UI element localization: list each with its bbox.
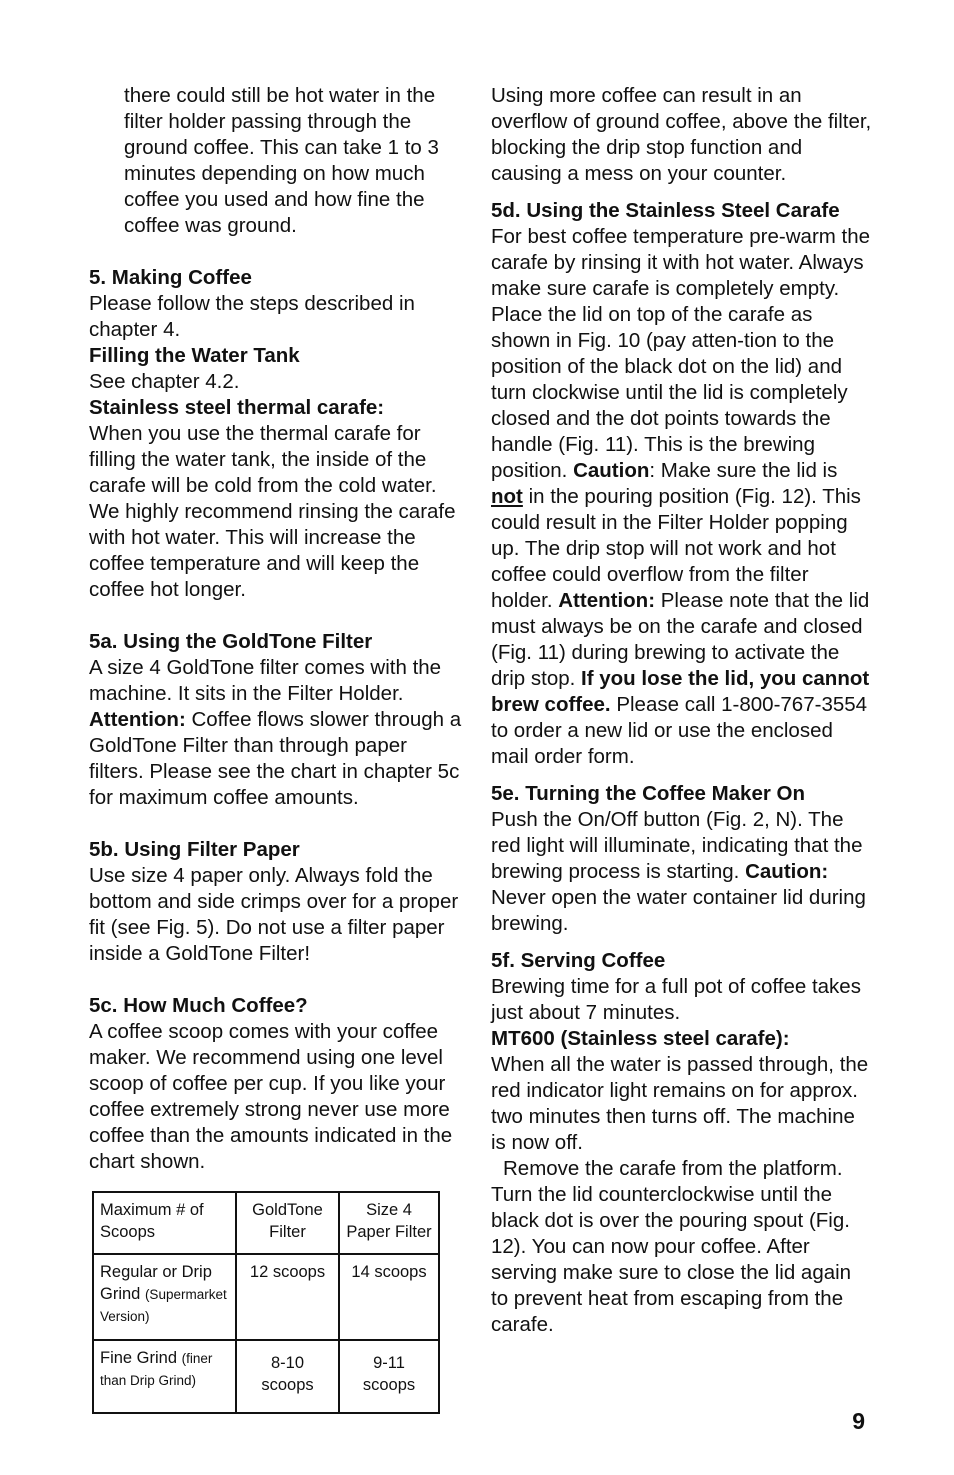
section-5a-heading: 5a. Using the GoldTone Filter <box>89 630 373 653</box>
left-column <box>89 83 467 1175</box>
section-5f-text-b: When all the water is passed through, the red indicator light remains on for approx. two minutes then turns off. The machine is now off. <box>491 1053 869 1154</box>
attention-label: Attention: <box>558 589 656 612</box>
right-intro-paragraph: Using more coffee can result in an overflow of ground coffee, above the filter, blocking the drip stop function and causing a mess on your counter. <box>491 84 872 185</box>
section-5e-text-b: Never open the water container lid during brewing. <box>491 886 866 935</box>
table-header-row <box>93 1192 439 1254</box>
header-max-scoops: Maximum # of Scoops <box>93 1192 236 1254</box>
section-5a-text-a: A size 4 GoldTone filter comes with the machine. It sits in the Filter Holder. <box>89 656 442 705</box>
filling-heading: Filling the Water Tank <box>89 344 300 367</box>
section-5c-heading: 5c. How Much Coffee? <box>89 994 308 1017</box>
row-regular-label-text: Regular or Drip Grind <box>100 1263 212 1303</box>
section-5f-text-a: Brewing time for a full pot of coffee takes just about 7 minutes. <box>491 975 861 1024</box>
section-5d-text-e: Please call 1-800-767-3554 to order a new lid or use the enclosed mail order form. <box>491 693 868 768</box>
table-row <box>93 1340 439 1413</box>
header-paper: Size 4 Paper Filter <box>339 1192 439 1254</box>
right-column <box>491 83 873 1338</box>
row-fine-paper: 9-11 scoops <box>339 1340 439 1413</box>
section-5b-heading: 5b. Using Filter Paper <box>89 838 300 861</box>
section-5d-text-c: in the pouring position (Fig. 12). This could result in the Filter Holder popping up. The drip stop will not work and hot coffee could overflow from the filter holder. <box>491 485 861 612</box>
table-row <box>93 1254 439 1340</box>
filling-text: See chapter 4.2. <box>89 370 240 393</box>
section-5f-heading: 5f. Serving Coffee <box>491 949 666 972</box>
section-5d-text-d: Please note that the lid must always be on the carafe and closed (Fig. 11) during brewing to activate the drip stop. <box>491 589 870 690</box>
thermal-heading: Stainless steel thermal carafe: <box>89 396 385 419</box>
section-5c-text: A coffee scoop comes with your coffee maker. We recommend using one level scoop of coffee per cup. If you like your coffee extremely strong never use more coffee than the amounts indicated in the chart shown. <box>89 1020 453 1173</box>
mt600-heading: MT600 (Stainless steel carafe): <box>491 1027 790 1050</box>
not-emphasis: not <box>491 485 523 508</box>
section-5d-text-b: : Make sure the lid is <box>649 459 838 482</box>
section-5e-text-a: Push the On/Off button (Fig. 2, N). The red light will illuminate, indicating that the brewing process is starting. <box>491 808 863 883</box>
page-number: 9 <box>852 1408 865 1434</box>
section-5a-text <box>89 655 467 811</box>
row-fine-goldtone: 8-10 scoops <box>236 1340 339 1413</box>
section-5d-text <box>491 224 873 770</box>
row-regular-label <box>93 1254 236 1340</box>
section-5e-heading: 5e. Turning the Coffee Maker On <box>491 782 805 805</box>
section-5f-text-c: Remove the carafe from the platform. Turn the lid counterclockwise until the black dot is over the pouring spout (Fig. 12). You can now pour coffee. After serving make sure to close the lid again to prevent heat from escaping from the carafe. <box>491 1157 852 1336</box>
section-5-heading: 5. Making Coffee <box>89 266 252 289</box>
section-5e-text <box>491 807 873 937</box>
row-fine-label-text: Fine Grind <box>100 1349 182 1367</box>
caution-label: Caution: <box>745 860 829 883</box>
header-goldtone: GoldTone Filter <box>236 1192 339 1254</box>
section-5d-heading: 5d. Using the Stainless Steel Carafe <box>491 199 840 222</box>
section-5b-text: Use size 4 paper only. Always fold the bottom and side crimps over for a proper fit (see Fig. 5). Do not use a filter paper inside a GoldTone Filter! <box>89 864 459 965</box>
row-regular-note: (Supermarket Version) <box>100 1287 227 1324</box>
row-regular-paper: 14 scoops <box>339 1254 439 1340</box>
row-fine-note: (finer than Drip Grind) <box>100 1351 213 1388</box>
scoops-chart-table <box>92 1191 440 1414</box>
section-5d-text-a: For best coffee temperature pre-warm the carafe by rinsing it with hot water. Always make sure carafe is completely empty. Place the lid on top of the carafe as shown in Fig. 10 (pay atten-tion to the position of the black dot on the lid) and turn clockwise until the lid is completely closed and the dot points towards the handle (Fig. 11). This is the brewing position. <box>491 225 871 482</box>
section-5-text: Please follow the steps described in chapter 4. <box>89 292 415 341</box>
thermal-text: When you use the thermal carafe for filling the water tank, the inside of the carafe will be cold from the cold water. We highly recommend rinsing the carafe with hot water. This will increase the coffee temperature and will keep the coffee hot longer. <box>89 422 456 601</box>
row-regular-goldtone: 12 scoops <box>236 1254 339 1340</box>
attention-label: Attention: <box>89 708 186 731</box>
intro-paragraph: there could still be hot water in the filter holder passing through the ground coffee. This can take 1 to 3 minutes depending on how much coffee you used and how fine the coffee was ground. <box>124 84 439 237</box>
caution-label: Caution <box>573 459 650 482</box>
lose-lid-warning: If you lose the lid, you cannot brew coffee. <box>491 667 870 716</box>
section-5a-text-b: Coffee flows slower through a GoldTone Filter than through paper filters. Please see the chart in chapter 5c for maximum coffee amounts. <box>89 708 462 809</box>
row-fine-label <box>93 1340 236 1413</box>
